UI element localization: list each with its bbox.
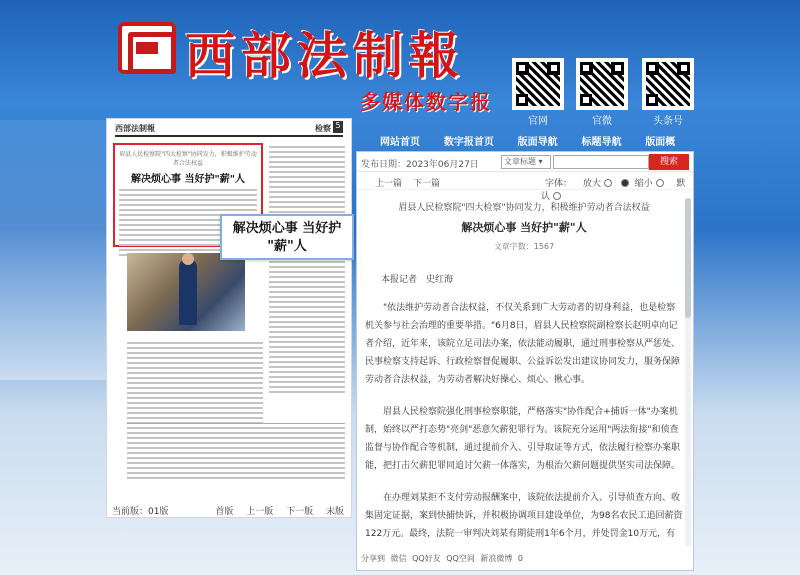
newspaper-page-preview[interactable] [106,118,352,518]
word-count: 文章字数：1567 [493,242,555,251]
font-medium-option[interactable]: 缩小 [621,179,666,189]
lower-article-text [127,339,263,419]
font-large-option[interactable]: 放大 [579,179,614,189]
paper-footer [106,502,352,518]
article-author: 本报记者 史红海 [381,275,454,285]
article-scrollbar[interactable] [685,198,691,546]
share-count: 0 [517,554,524,563]
article-body [365,196,683,544]
article-toolbar [357,172,693,202]
share-bar [361,553,526,564]
scroll-thumb[interactable] [685,198,691,318]
article-area-title: 解决烦心事 当好护"薪"人 [131,174,245,185]
last-page-link[interactable]: 末版 [325,507,344,517]
nav-title-navigation[interactable]: 标题导航 [581,137,622,148]
font-label: 字体： [545,179,573,189]
paper-page-number: 5 [333,121,343,133]
article-paragraph: 在办理刘某拒不支付劳动报酬案中，该院依法提前介入、引导侦查方向、收集固定证据，案到快捕快诉，并积极协调项目建设单位，为98名农民工追回薪资122万元。最终，法院一审判决刘某有期徒刑1年6个月，并处罚金10万元，有 [365,493,683,539]
site-header [0,0,800,127]
paper-name: 西部法制報 [115,124,155,133]
nav-digital-home[interactable]: 数字报首页 [443,137,494,148]
digital-edition-subtitle: 多媒体数字报 [360,90,492,114]
bottom-article-text [127,423,345,477]
qr-code-icon [576,58,628,110]
article-lead: 眉县人民检察院"四大检察"协同发力，积极维护劳动者合法权益 [119,151,257,167]
article-title: 解决烦心事 当好护"薪"人 [461,221,587,234]
search-type-value: 文章标题 [504,157,536,166]
meta-search-row [357,152,693,172]
tiananmen-backdrop [0,120,110,380]
next-article-link[interactable]: 下一篇 [413,179,441,189]
share-weibo[interactable]: 新浪微博 [480,554,513,563]
paper-section: 检察 [315,124,331,133]
qr-code-icon [642,58,694,110]
nav-page-overview[interactable]: 版面概 [645,137,676,148]
qr-label: 头条号 [653,116,683,127]
current-page-label: 当前版：01版 [112,507,169,517]
newspaper-logo-title: 西部法制報 [185,26,465,85]
qr-official-site[interactable] [512,58,564,127]
nav-page-navigation[interactable]: 版面导航 [517,137,558,148]
article-paragraph: 眉县人民检察院强化刑事检察职能，严格落实"协作配合+捕诉一体"办案机制，始终以严打态势"亮剑"恶意欠薪犯罪行为。该院充分运用"两法衔接"和侦查监督与协作配合等机制，通过提前介入、引导取证等方式，依法履行检察办案职能，把打击欠薪犯罪同追讨欠薪一体落实，为根治欠薪问题提供坚实司法保障。 [365,407,681,471]
share-qq-friend[interactable]: QQ好友 [412,554,441,563]
font-default-option[interactable]: 默认 [541,179,686,202]
page-navigation [205,504,344,517]
nav-site-home[interactable]: 网站首页 [380,137,420,148]
callout-line1: 解决烦心事 当好护 [232,221,342,236]
article-title-callout[interactable] [220,214,354,260]
qr-official-wechat[interactable] [576,58,628,127]
main-nav [380,133,680,147]
paper-masthead [115,123,343,137]
article-content-panel [356,151,694,571]
qr-label: 官网 [528,116,548,127]
search-button[interactable]: 搜索 [649,154,689,170]
qr-code-icon [512,58,564,110]
prev-page-link[interactable]: 上一版 [246,507,274,517]
search-type-select[interactable]: 文章标题 ▾ [501,155,551,169]
qr-toutiao[interactable] [642,58,694,127]
share-qzone[interactable]: QQ空间 [446,554,475,563]
share-label: 分享到 [361,554,385,563]
qr-label: 官微 [592,116,612,127]
article-paragraph: "依法维护劳动者合法权益，不仅关系到广大劳动者的切身利益，也是检察机关参与社会治理的重要举措。"6月8日，眉县人民检察院副检察长赵明卓向记者介绍，近年来，该院立足司法办案，依法能动履职，通过刑事检察从严惩处、民事检察支持起诉、行政检察督促履职、公益诉讼发出建议协同发力，服务保障劳动者合法权益，为劳动者解决好操心、烦心、揪心事。 [365,303,681,385]
article-subtitle: 眉县人民检察院"四大检察"协同发力，积极维护劳动者合法权益 [398,203,650,213]
next-page-link[interactable]: 下一版 [286,507,314,517]
search-input[interactable] [553,155,649,169]
news-photo[interactable] [127,253,245,331]
callout-line2: "薪"人 [267,239,307,254]
publish-date: 发布日期：2023年06月27日 [361,160,479,170]
prev-article-link[interactable]: 上一篇 [375,179,403,189]
first-page-link[interactable]: 首版 [215,507,234,517]
logo-icon [118,22,176,74]
share-wechat[interactable]: 微信 [390,554,407,563]
